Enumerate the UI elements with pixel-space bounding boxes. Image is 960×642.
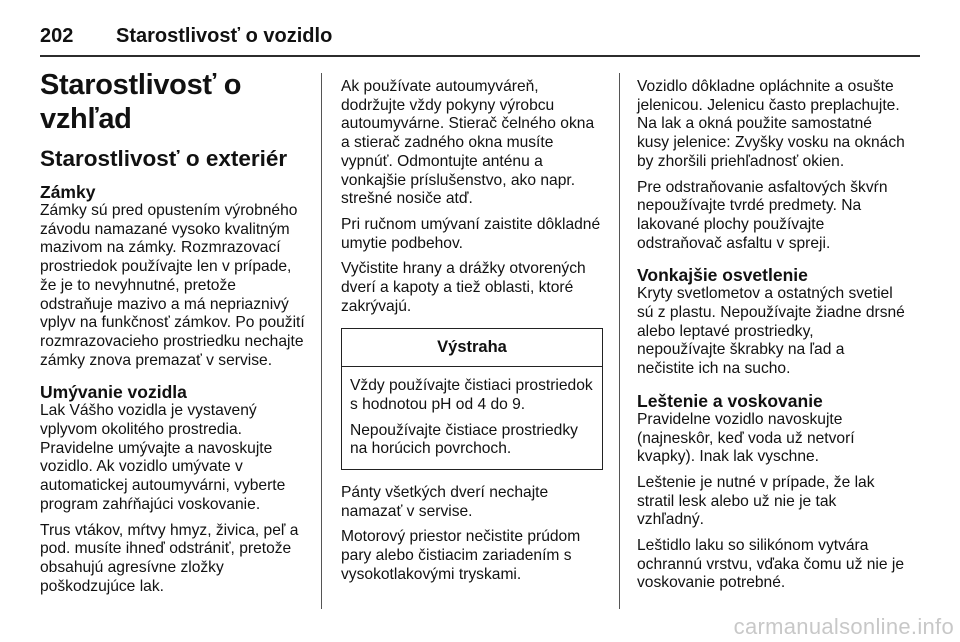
washing-heading: Umývanie vozidla — [40, 382, 187, 403]
lights-heading: Vonkajšie osvetlenie — [637, 265, 808, 286]
hinges-text: Pánty všetkých dverí nechajte namazať v servise. — [341, 483, 549, 520]
page-header — [40, 20, 920, 56]
column-2 — [341, 78, 603, 591]
carwash-text: Ak používate autoumyváreň, dodržujte vždy pokyny výrobcu autoumyvárne. Stierač čelného okna a stierač zadného okna musíte vypnúť. Odmontujte anténu a vonkajšie príslušenstvo, ako napr. strešné nosiče atď. — [341, 78, 595, 208]
door-edges-text: Vyčistite hrany a drážky otvorených dverí a kapoty a tiež oblasti, ktoré zakrývajú. — [341, 260, 586, 315]
warning-text-1: Vždy používajte čistiaci prostriedok s hodnotou pH od 4 do 9. — [350, 377, 593, 413]
column-divider-1 — [321, 73, 322, 609]
page-number: 202 — [40, 25, 74, 47]
asphalt-text: Pre odstraňovanie asfaltových škvŕn nepoužívajte tvrdé predmety. Na lakované plochy používajte odstraňovač asfaltu v spreji. — [637, 178, 888, 252]
warning-box — [341, 328, 603, 470]
polish-heading: Leštenie a voskovanie — [637, 390, 823, 411]
column-divider-2 — [619, 73, 620, 609]
polish-text-1: Pravidelne vozidlo navoskujte (najneskôr, keď voda už netvorí kvapky). Inak lak vyschne. — [637, 410, 855, 466]
running-title: Starostlivosť o vozidlo — [116, 25, 333, 47]
warning-body — [342, 367, 602, 469]
watermark: carmanualsonline.info — [733, 614, 954, 639]
washing-text-1: Lak Vášho vozidla je vystavený vplyvom okolitého prostredia. Pravidelne umývajte a navoskujte vozidlo. Ak vozidlo umývate v automatickej autoumyvárni, vyberte program zahŕňajúci voskovanie. — [40, 402, 286, 513]
warning-text-2: Nepoužívajte čistiace prostriedky na horúcich povrchoch. — [350, 421, 578, 458]
column-1 — [40, 68, 306, 603]
subsection-title: Starostlivosť o exteriér — [40, 146, 288, 171]
column-3 — [637, 78, 905, 600]
lights-text: Kryty svetlometov a ostatných svetiel sú z plastu. Nepoužívajte žiadne drsné alebo leptavé prostriedky, nepoužívajte škrabky na ľad a nečistite ich na sucho. — [637, 285, 905, 378]
header-rule — [40, 55, 920, 57]
handwash-text: Pri ručnom umývaní zaistite dôkladné umytie podbehov. — [341, 215, 601, 252]
polish-text-2: Leštenie je nutné v prípade, že lak stratil lesk alebo už nie je tak vzhľadný. — [637, 473, 875, 529]
locks-heading: Zámky — [40, 182, 96, 202]
section-title: Starostlivosť o vzhľad — [40, 69, 242, 135]
locks-text: Zámky sú pred opustením výrobného závodu namazané vysoko kvalitným mazivom na zámky. Rozmrazovací prostriedok používajte len v prípade, že je to nevyhnutné, pretože odstraňuje mazivo a má nepriaznivý vplyv na funkčnosť zámkov. Po použití rozmrazovacieho prostriedku nechajte zámky znova premazať v servise. — [40, 202, 305, 369]
rinse-text: Vozidlo dôkladne opláchnite a osušte jelenicou. Jelenicu často preplachujte. Na lak a okná použite samostatné kusy jelenice: Zvyšky vosku na oknách by zhoršili priehľadnosť okien. — [637, 78, 905, 170]
engine-bay-text: Motorový priestor nečistite prúdom pary alebo čistiacim zariadením s vysokotlakovými tryskami. — [341, 528, 581, 583]
warning-title: Výstraha — [342, 329, 602, 367]
washing-text-2: Trus vtákov, mŕtvy hmyz, živica, peľ a pod. musíte ihneď odstrániť, pretože obsahujú agresívne zložky poškodzujúce lak. — [40, 521, 299, 595]
polish-text-3: Leštidlo laku so silikónom vytvára ochrannú vrstvu, vďaka čomu už nie je voskovanie potrebné. — [637, 537, 905, 592]
